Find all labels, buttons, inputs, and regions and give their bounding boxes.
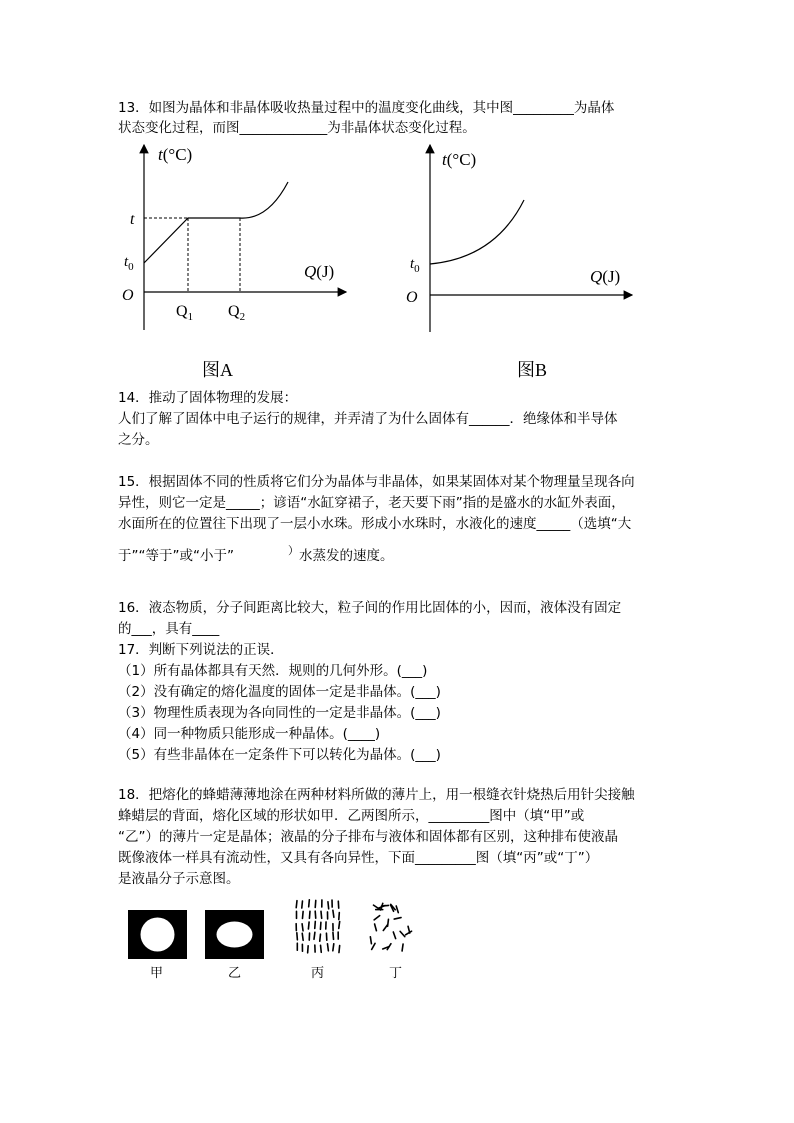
random-molecule [400,931,405,936]
liquid-crystal-molecule [315,921,316,928]
q18-line4: 既像液体一样具有流动性，又具有各向异性，下面_________图（填“丙”或“丁”） [118,850,599,866]
liquid-crystal-molecule [339,922,340,929]
figure-b-t0-label: $t_0$ [410,256,420,275]
liquid-crystal-molecule [314,932,315,939]
q16-line1: 16．液态物质，分子间距离比较大，粒子间的作用比固体的小，因而，液体没有固定 [118,600,622,616]
figure-b-origin: O [406,289,418,306]
liquid-crystal-molecule [327,944,328,951]
figure-bing-label: 丙 [311,966,325,981]
figure-a-origin: O [122,287,134,304]
q13-line1: 13．如图为晶体和非晶体吸收热量过程中的温度变化曲线，其中图_________为晶体 [118,100,615,116]
figure-b-caption: 图B [517,360,548,380]
random-molecule [394,918,401,920]
q14-line3: 之分。 [118,432,159,448]
q15-line2: 异性，则它一定是_____；谚语“水缸穿裙子，老天要下雨”指的是盛水的水缸外表面， [118,495,625,511]
figure-a-curve [144,218,240,263]
q15-line3: 水面所在的位置往下出现了一层小水珠。形成小水珠时，水液化的速度_____（选填“大 [118,516,632,532]
liquid-crystal-molecule [297,933,298,940]
liquid-crystal-molecule [328,902,329,909]
random-molecule [402,944,403,951]
liquid-crystal-molecule [302,933,303,940]
liquid-crystal-molecule [296,901,297,908]
figure-jia [128,910,187,959]
liquid-crystal-molecule [308,922,309,929]
figure-a-xlabel: Q(J) [304,262,335,281]
random-molecule [406,931,412,935]
figure-b-xlabel: Q(J) [590,267,621,286]
figure-bing [292,895,344,955]
random-molecule [383,925,387,931]
figure-b-curve [430,200,524,264]
q17-item-4: （4）同一种物质只能形成一种晶体。(____) [118,726,381,742]
random-molecule [373,905,379,909]
q18-line2: 蜂蜡层的背面，熔化区域的形状如甲．乙两图所示，_________图中（填“甲”或 [118,808,585,824]
liquid-crystal-molecule [302,924,303,931]
q15-line4b-text: 水蒸发的速度。 [299,548,394,564]
q17-item-5: （5）有些非晶体在一定条件下可以转化为晶体。(___) [118,747,441,763]
liquid-crystal-molecule [302,901,303,908]
figure-yi-label: 乙 [228,966,242,981]
q18-line3: “乙”）的薄片一定是晶体；液晶的分子排布与液体和固体都有区别，这种排布使液晶 [118,829,618,845]
figure-ding-label: 丁 [389,966,403,981]
liquid-crystal-molecule [321,911,322,918]
figure-a-q2-label: $Q_2$ [228,303,246,323]
liquid-crystal-molecule [315,900,316,907]
q16-line2: 的___，具有____ [118,621,220,637]
liquid-crystal-molecule [339,913,340,920]
q15-line1: 15．根据固体不同的性质将它们分为晶体与非晶体，如果某固体对某个物理量呈现各向 [118,474,635,490]
liquid-crystal-molecule [333,910,334,917]
figure-a-caption: 图A [202,360,233,380]
q18-line1: 18．把熔化的蜂蜡薄薄地涂在两种材料所做的薄片上，用一根缝衣针烧热后用针尖接触 [118,787,635,803]
figure-a-t-label: t [130,211,135,228]
q15-line4a: 于”“等于”或“小于” [118,548,234,564]
figure-a-t0-label: $t_0$ [124,254,134,273]
random-molecule [370,937,371,944]
q17-item-1: （1）所有晶体都具有天然．规则的几何外形。(___) [118,663,428,679]
liquid-crystal-molecule [309,900,310,907]
q17-title: 17．判断下列说法的正误． [118,642,284,658]
q14-line2: 人们了解了固体中电子运行的规律，并弄清了为什么固体有______．绝缘体和半导体 [118,411,618,427]
random-molecule [374,916,380,920]
liquid-crystal-molecule [321,945,322,952]
liquid-crystal-molecule [302,911,303,918]
figure-a-graph [118,140,358,335]
q17-item-2: （2）没有确定的熔化温度的固体一定是非晶体。(___) [118,684,441,700]
figure-b-graph [400,140,640,335]
liquid-crystal-molecule [309,911,310,918]
random-molecule [375,924,377,931]
q18-line5: 是液晶分子示意图。 [118,871,240,887]
figure-a-curve-rise [240,182,288,218]
figure-yi [205,910,264,959]
liquid-crystal-molecule [333,932,334,939]
figure-a-q1-label: $Q_1$ [176,303,194,323]
figure-a-ylabel: t(°C) [158,145,193,164]
q13-line2: 状态变化过程，而图_____________为非晶体状态变化过程。 [118,120,476,136]
liquid-crystal-molecule [333,944,334,951]
liquid-crystal-molecule [308,946,309,953]
figure-ding [366,898,418,954]
q17-item-3: （3）物理性质表现为各向同性的一定是非晶体。(___) [118,705,441,721]
random-molecule [393,932,395,939]
liquid-crystal-molecule [339,946,340,953]
random-molecule [396,906,398,913]
figure-jia-label: 甲 [150,966,164,981]
liquid-crystal-molecule [320,934,321,941]
q15-line4b: ）水蒸发的速度。 [288,544,394,564]
figure-b-ylabel: t(°C) [442,150,477,169]
liquid-crystal-molecule [315,911,316,918]
random-molecule [372,943,375,949]
random-molecule [382,905,389,906]
q14-line1: 14．推动了固体物理的发展： [118,390,298,406]
